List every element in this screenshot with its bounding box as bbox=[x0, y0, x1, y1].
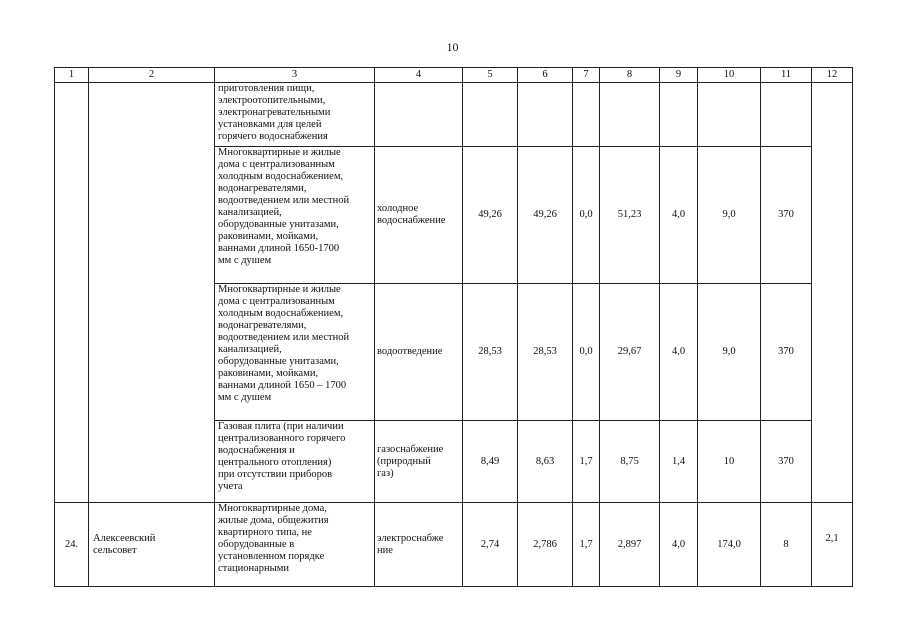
value-cell-7: 1,7 bbox=[573, 421, 600, 503]
value-cell-9: 4,0 bbox=[660, 284, 698, 421]
col12-cell-empty bbox=[812, 83, 853, 503]
col-header-7: 7 bbox=[573, 68, 600, 83]
col-header-6: 6 bbox=[518, 68, 573, 83]
col-header-8: 8 bbox=[600, 68, 660, 83]
value-cell-7: 0,0 bbox=[573, 284, 600, 421]
description-cell: Многоквартирные и жилые дома с централизованным холодным водоснабжением, водонагревателями, водоотведением или местной канализацией, оборудованные унитазами, раковинами, мойками, ваннами длиной 1650-1700 мм с душем bbox=[215, 147, 375, 284]
value-cell-9: 1,4 bbox=[660, 421, 698, 503]
col-header-11: 11 bbox=[761, 68, 812, 83]
col-header-5: 5 bbox=[463, 68, 518, 83]
value-cell-6: 49,26 bbox=[518, 147, 573, 284]
col-header-9: 9 bbox=[660, 68, 698, 83]
service-cell: холодное водоснабжение bbox=[375, 147, 463, 284]
value-cell-11: 8 bbox=[761, 503, 812, 587]
value-cell-10: 10 bbox=[698, 421, 761, 503]
value-cell-5: 49,26 bbox=[463, 147, 518, 284]
value-cell-5: 28,53 bbox=[463, 284, 518, 421]
value-cell-6: 2,786 bbox=[518, 503, 573, 587]
value-cell-8: 51,23 bbox=[600, 147, 660, 284]
value-cell-6: 28,53 bbox=[518, 284, 573, 421]
value-cell-10: 174,0 bbox=[698, 503, 761, 587]
value-cell-9: 4,0 bbox=[660, 147, 698, 284]
service-cell: водоотведение bbox=[375, 284, 463, 421]
value-cell-6: 8,63 bbox=[518, 421, 573, 503]
description-cell: Многоквартирные и жилые дома с централизованным холодным водоснабжением, водонагревателями, водоотведением или местной канализацией, оборудованные унитазами, раковинами, мойками, ваннами длиной 1650 – 1700 мм с душем bbox=[215, 284, 375, 421]
page-number: 10 bbox=[446, 40, 459, 54]
value-cell-10: 9,0 bbox=[698, 284, 761, 421]
service-cell: электроснабже ние bbox=[375, 503, 463, 587]
service-cell bbox=[375, 83, 463, 147]
settlement-name-cell: Алексеевский сельсовет bbox=[89, 503, 215, 587]
service-cell: газоснабжение (природный газ) bbox=[375, 421, 463, 503]
tariff-table bbox=[54, 67, 853, 587]
value-cell-8 bbox=[600, 83, 660, 147]
index-cell-empty bbox=[55, 83, 89, 503]
value-cell-5: 8,49 bbox=[463, 421, 518, 503]
col-header-4: 4 bbox=[375, 68, 463, 83]
value-cell-8: 2,897 bbox=[600, 503, 660, 587]
value-cell-9: 4,0 bbox=[660, 503, 698, 587]
entry-index-cell: 24. bbox=[55, 503, 89, 587]
column-number-row bbox=[55, 68, 853, 83]
col-header-12: 12 bbox=[812, 68, 853, 83]
value-cell-8: 29,67 bbox=[600, 284, 660, 421]
value-cell-7: 1,7 bbox=[573, 503, 600, 587]
col-header-3: 3 bbox=[215, 68, 375, 83]
value-cell-8: 8,75 bbox=[600, 421, 660, 503]
value-cell-7: 0,0 bbox=[573, 147, 600, 284]
table-row bbox=[55, 83, 853, 147]
table-row bbox=[55, 503, 853, 587]
value-cell-11: 370 bbox=[761, 421, 812, 503]
value-cell-11 bbox=[761, 83, 812, 147]
description-cell: Многоквартирные дома, жилые дома, общежития квартирного типа, не оборудованные в установленном порядке стационарными bbox=[215, 503, 375, 587]
value-cell-12: 2,1 bbox=[812, 503, 853, 587]
col-header-10: 10 bbox=[698, 68, 761, 83]
value-cell-11: 370 bbox=[761, 147, 812, 284]
col-header-1: 1 bbox=[55, 68, 89, 83]
description-cell: Газовая плита (при наличии централизованного горячего водоснабжения и центрального отопления) при отсутствии приборов учета bbox=[215, 421, 375, 503]
name-cell-empty bbox=[89, 83, 215, 503]
value-cell-10 bbox=[698, 83, 761, 147]
value-cell-5: 2,74 bbox=[463, 503, 518, 587]
value-cell-7 bbox=[573, 83, 600, 147]
col-header-2: 2 bbox=[89, 68, 215, 83]
description-cell: приготовления пищи, электроотопительными, электронагревательными установками для целей горячего водоснабжения bbox=[215, 83, 375, 147]
value-cell-11: 370 bbox=[761, 284, 812, 421]
value-cell-6 bbox=[518, 83, 573, 147]
value-cell-9 bbox=[660, 83, 698, 147]
value-cell-10: 9,0 bbox=[698, 147, 761, 284]
value-cell-5 bbox=[463, 83, 518, 147]
